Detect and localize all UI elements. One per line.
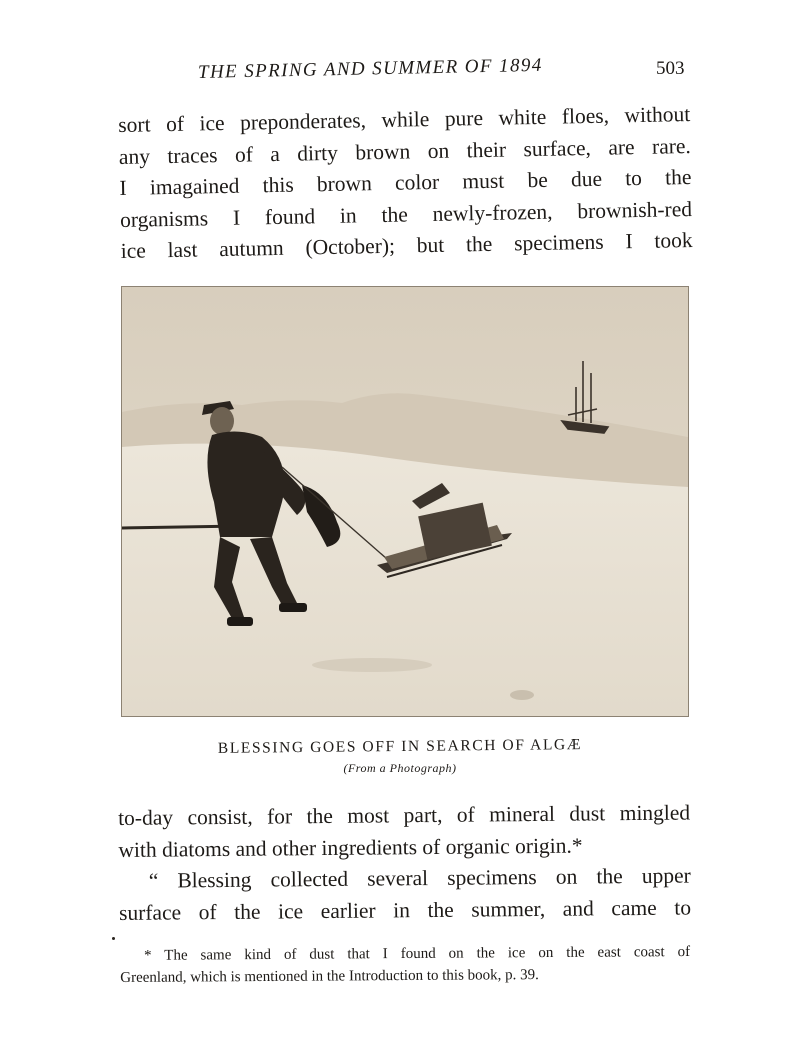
ink-speck (112, 937, 115, 940)
text-line: “ Blessing collected several specimens on the upper (148, 863, 691, 893)
footnote-line: Greenland, which is mentioned in the Introduction to this book, p. 39. (120, 967, 539, 986)
text-line: organisms I found in the newly-frozen, brownish-red (119, 196, 693, 232)
text-line: with diatoms and other ingredients of organic origin.* (118, 833, 583, 862)
text-line: to-day consist, for the most part, of mineral dust mingled (118, 800, 691, 830)
text-line: ice last autumn (October); but the specimens I took (120, 227, 693, 263)
running-header (0, 54, 800, 94)
footnote (120, 941, 690, 989)
body-text-bottom (118, 798, 691, 929)
photograph-figure (121, 286, 689, 717)
text-line: surface of the ice earlier in the summer, and came to (118, 895, 692, 925)
running-title: THE SPRING AND SUMMER OF 1894 (197, 54, 543, 83)
text-line: sort of ice preponderates, while pure white floes, without (118, 102, 691, 137)
snow-field (122, 444, 688, 716)
text-line: I imagained this brown color must be due to the (119, 165, 692, 200)
caption-title: BLESSING GOES OFF IN SEARCH OF ALGÆ (217, 736, 583, 757)
photograph-illustration (122, 287, 688, 716)
page-number: 503 (656, 58, 685, 79)
caption-credit: (From a Photograph) (343, 761, 457, 775)
snow-shadow (510, 690, 534, 700)
body-text-top (118, 99, 693, 267)
footnote-line: * The same kind of dust that I found on the ice on the east coast of (144, 944, 691, 964)
figure-caption (0, 738, 800, 776)
text-line: any traces of a dirty brown on their surface, are rare. (118, 133, 692, 169)
snow-shadow (312, 658, 432, 672)
